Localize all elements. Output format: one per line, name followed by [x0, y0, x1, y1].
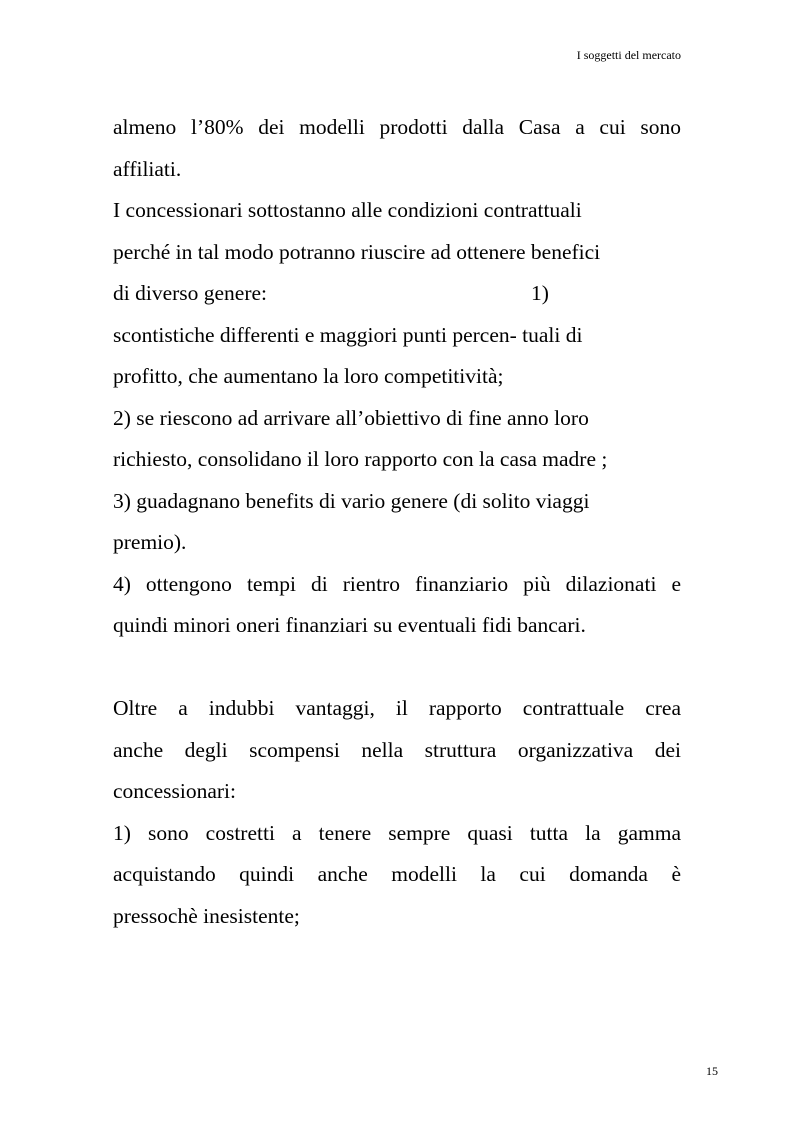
text-line: I concessionari sottostanno alle condizioni contrattuali [113, 198, 582, 222]
paragraph-gap [113, 647, 681, 689]
text-line-part: di diverso genere: [113, 281, 268, 305]
text-line: 3) guadagnano benefits di vario genere (di solito viaggi [113, 488, 590, 513]
text-line: premio). [113, 530, 187, 554]
text-line: 4) ottengono tempi di rientro finanziario più dilazionati e [113, 571, 681, 596]
text-line: pressochè inesistente; [113, 903, 300, 928]
text-line: anche degli scompensi nella struttura organizzativa dei [113, 737, 681, 762]
text-line: profitto, che aumentano la loro competitività; [113, 364, 504, 388]
line-gap [267, 273, 531, 315]
body-text [113, 107, 681, 937]
text-line: affiliati. [113, 156, 182, 181]
text-line: concessionari: [113, 779, 236, 803]
text-line [113, 273, 681, 315]
text-line: acquistando quindi anche modelli la cui domanda è [113, 862, 681, 886]
text-line: scontistiche differenti e maggiori punti percen- tuali di [113, 322, 583, 347]
text-line: almeno l’80% dei modelli prodotti dalla Casa a cui sono [113, 115, 681, 139]
text-line: Oltre a indubbi vantaggi, il rapporto contrattuale crea [113, 696, 681, 720]
running-header: I soggetti del mercato [576, 48, 681, 62]
text-line: richiesto, consolidano il loro rapporto con la casa madre ; [113, 447, 608, 471]
text-line: perché in tal modo potranno riuscire ad ottenere benefici [113, 239, 601, 264]
text-line: 1) sono costretti a tenere sempre quasi tutta la gamma [113, 820, 681, 845]
text-line-part: 1) [531, 281, 549, 305]
page-number: 15 [706, 1064, 718, 1078]
text-line: 2) se riescono ad arrivare all’obiettivo di fine anno loro [113, 405, 589, 430]
text-line: quindi minori oneri finanziari su eventuali fidi bancari. [113, 613, 586, 637]
